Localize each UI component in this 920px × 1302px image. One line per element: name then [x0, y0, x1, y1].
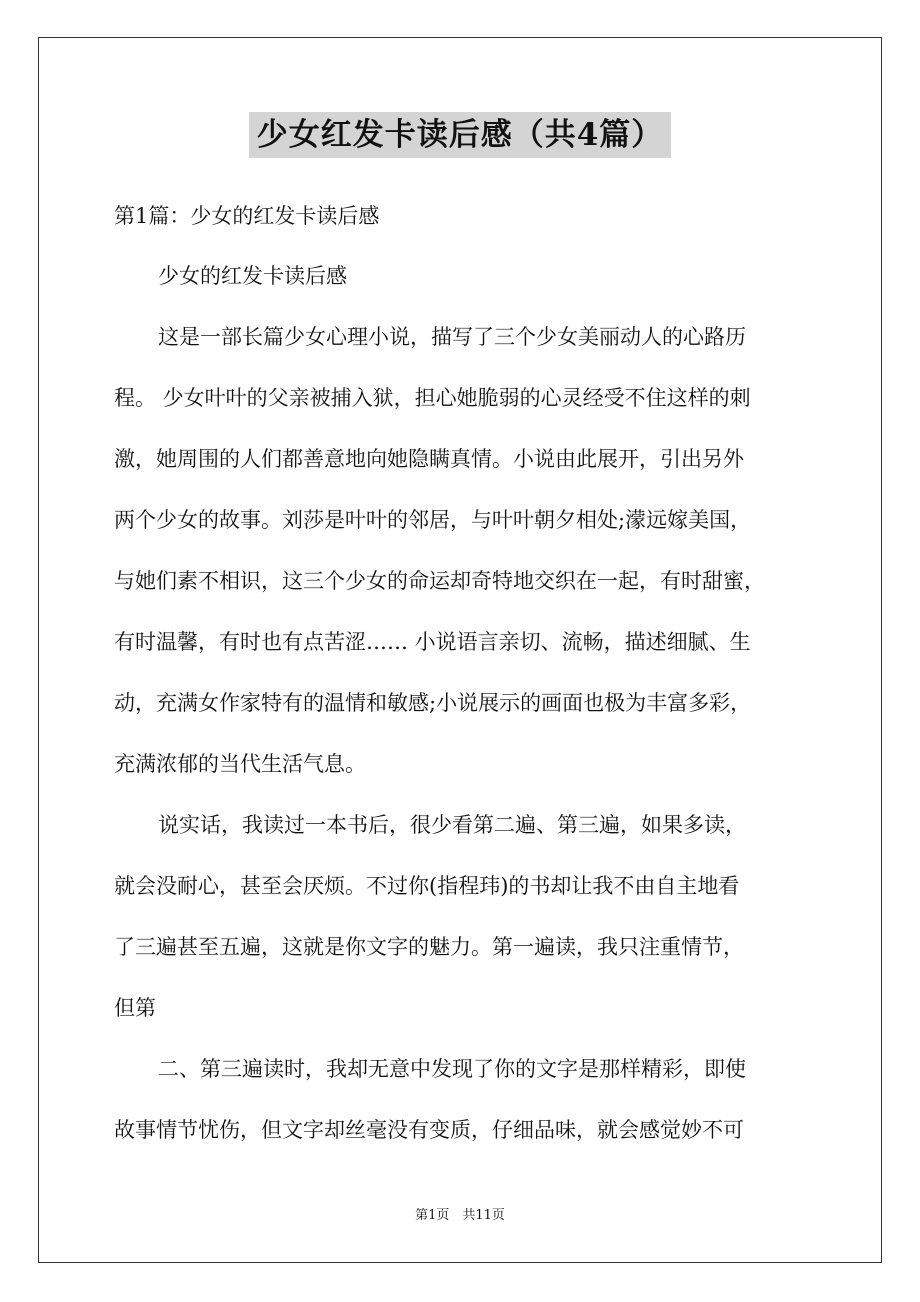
- paragraph-line: 这是一部长篇少女心理小说，描写了三个少女美丽动人的心路历: [158, 325, 746, 349]
- paragraph-line: 就会没耐心，甚至会厌烦。不过你(指程玮)的书却让我不由自主地看: [114, 874, 740, 898]
- paragraph-line: 二、第三遍读时，我却无意中发现了你的文字是那样精彩，即使: [158, 1057, 746, 1081]
- page-footer: 第1页 共11页: [415, 1208, 505, 1223]
- paragraph-line: 两个少女的故事。刘莎是叶叶的邻居，与叶叶朝夕相处;濛远嫁美国，: [114, 508, 752, 532]
- title-container: [0, 112, 920, 158]
- paragraph-1: [114, 307, 804, 795]
- section-subtitle: 少女的红发卡读后感: [158, 264, 347, 288]
- paragraph-line: 动，充满女作家特有的温情和敏感;小说展示的画面也极为丰富多彩，: [114, 691, 752, 715]
- document-body: [114, 186, 804, 1161]
- section-heading: 第1篇：少女的红发卡读后感: [114, 204, 380, 228]
- paragraph-3: [114, 1039, 804, 1161]
- paragraph-line: 充满浓郁的当代生活气息。: [114, 752, 366, 776]
- paragraph-2: [114, 795, 804, 1039]
- paragraph-line: 激，她周围的人们都善意地向她隐瞒真情。小说由此展开，引出另外: [114, 447, 744, 471]
- paragraph-line: 故事情节忧伤，但文字却丝毫没有变质，仔细品味，就会感觉妙不可: [114, 1118, 744, 1142]
- paragraph-line: 程。 少女叶叶的父亲被捕入狱，担心她脆弱的心灵经受不住这样的刺: [114, 386, 751, 410]
- paragraph-line: 有时温馨，有时也有点苦涩…… 小说语言亲切、流畅，描述细腻、生: [114, 630, 751, 654]
- document-title: 少女红发卡读后感（共4篇）: [249, 112, 672, 158]
- paragraph-line: 了三遍甚至五遍，这就是你文字的魅力。第一遍读，我只注重情节，: [114, 935, 744, 959]
- paragraph-line: 与她们素不相识，这三个少女的命运却奇特地交织在一起，有时甜蜜，: [114, 569, 765, 593]
- paragraph-line: 说实话，我读过一本书后，很少看第二遍、第三遍，如果多读，: [158, 813, 746, 837]
- paragraph-line: 但第: [114, 996, 156, 1020]
